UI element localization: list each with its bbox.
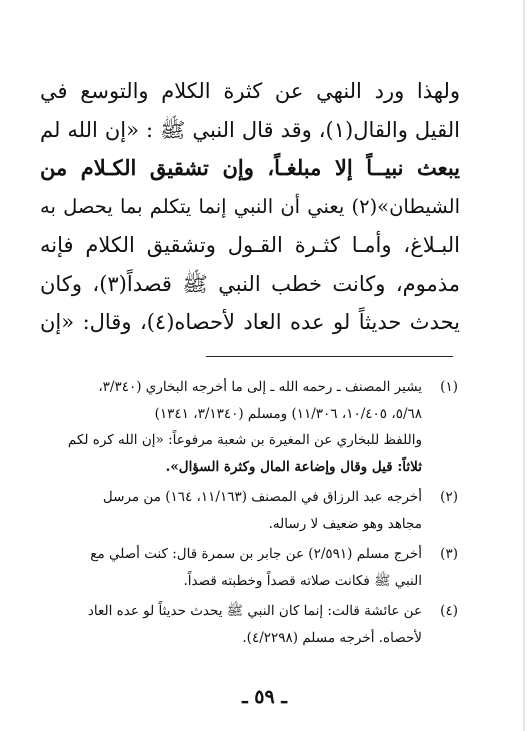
main-text-line: البـلاغ، وأمـا كثـرة القـول وتشقيق الكلام فإنه <box>40 233 460 257</box>
main-text-line: مذموم، وكانت خطب النبي ﷺ قصداً(٣)، وكان <box>40 271 460 296</box>
footnote-line: يشير المصنف ـ رحمه الله ـ إلى ما أخرجه البخاري (٣/٣٤٠، <box>98 379 422 395</box>
footnote-line: أخرجه عبد الرزاق في المصنف (١١/١٦٣، ١٦٤) من مرسل <box>102 489 422 505</box>
page-edge-shadow <box>523 0 525 731</box>
main-text-line: يحدث حديثاً لو عده العاد لأحصاه(٤)، وقال: «إن <box>40 310 460 334</box>
footnote-line: ٥/٦٨، ١٠/٤٠٥، ١١/٣٠٦) ومسلم (٣/١٣٤٠، ١٣٤١) <box>154 405 422 422</box>
footnote-number: (١) <box>440 379 458 395</box>
footnote-line: لأحصاه. أخرجه مسلم (٤/٢٢٩٨). <box>242 629 422 646</box>
footnote-line: واللفظ للبخاري عن المغيرة بن شعبة مرفوعاً: «إن الله كره لكم <box>67 432 422 448</box>
main-text-line: القيل والقال(١)، وقد قال النبي ﷺ : «إن الله لم <box>40 117 461 142</box>
footnote-separator <box>206 356 453 357</box>
footnote-line: عن عائشة قالت: إنما كان النبي ﷺ يحدث حديثاً لو عده العاد <box>87 603 422 619</box>
footnote-2 <box>40 484 458 537</box>
footnote-number: (٢) <box>440 489 458 505</box>
footnotes-block <box>40 374 458 655</box>
footnote-line: النبي ﷺ فكانت صلاته قصداً وخطبته قصداً. <box>183 572 422 589</box>
page-number: ـ ٥٩ ـ <box>242 686 287 708</box>
footnote-line: ثلاثاً: قيل وقال وإضاعة المال وكثرة السؤال». <box>165 458 422 475</box>
footnote-3 <box>40 541 458 594</box>
footnote-4 <box>40 598 458 651</box>
main-text-line: الشيطان»(٢) يعني أن النبي إنما يتكلم بما يحصل به <box>40 194 460 218</box>
footnote-line: مجاهد وهو ضعيف لا رساله. <box>268 515 422 532</box>
main-text-line: يبعث نبيــاً إلا مبلغـاً، وإن تشقيق الكـلام من <box>40 155 460 180</box>
footnote-line: أخرج مسلم (٢/٥٩١) عن جابر بن سمرة قال: كنت أصلي مع <box>90 546 422 562</box>
footnote-number: (٣) <box>440 546 458 562</box>
footnote-1 <box>40 374 458 480</box>
footnote-number: (٤) <box>440 603 458 619</box>
main-text-block <box>40 72 460 342</box>
main-text-line: ولهذا ورد النهي عن كثرة الكلام والتوسع في <box>40 79 460 103</box>
